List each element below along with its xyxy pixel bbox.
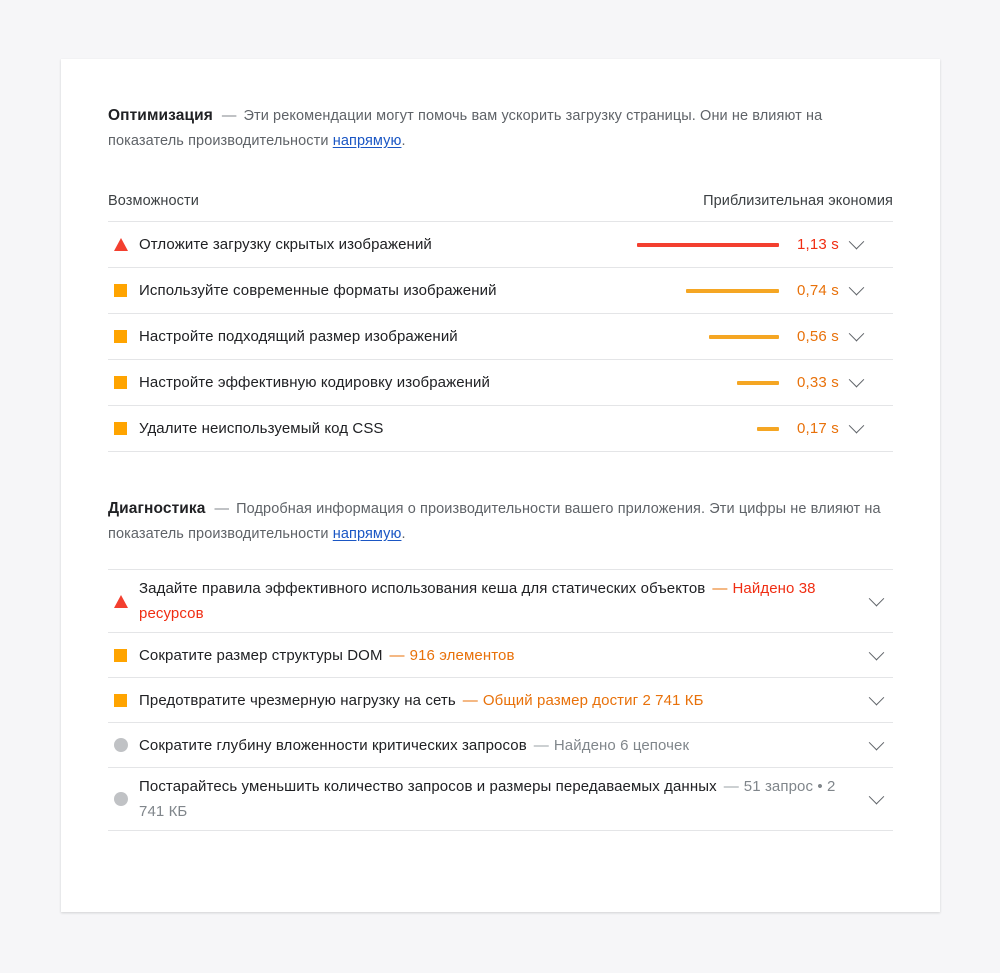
savings-bar xyxy=(637,243,779,247)
severity-square-icon xyxy=(114,649,127,662)
diagnostic-title: Предотвратите чрезмерную нагрузку на сеть xyxy=(139,691,456,709)
chevron-down-icon xyxy=(868,734,884,750)
diagnostic-value: 916 элементов xyxy=(409,646,515,664)
expand-toggle[interactable] xyxy=(859,650,893,661)
savings-value: 1,13 s xyxy=(796,236,839,253)
diagnostics-dash: — xyxy=(214,501,230,517)
expand-toggle[interactable] xyxy=(839,423,873,434)
diagnostic-title-cell xyxy=(139,774,859,824)
opportunity-title: Отложите загрузку скрытых изображений xyxy=(139,235,432,253)
diagnostics-description-part1: Подробная информация о производительности вашего приложения. Эти цифры не влияют на показатель производительности xyxy=(108,501,881,542)
savings-bar xyxy=(686,289,779,293)
diagnostic-row[interactable] xyxy=(108,768,893,831)
severity-square-icon xyxy=(114,330,127,343)
chevron-down-icon xyxy=(848,418,864,434)
column-header-savings: Приблизительная экономия xyxy=(703,193,893,209)
opportunities-table-header xyxy=(108,193,893,221)
severity-square-icon xyxy=(114,694,127,707)
expand-toggle[interactable] xyxy=(839,377,873,388)
expand-toggle[interactable] xyxy=(859,596,893,607)
chevron-down-icon xyxy=(848,234,864,250)
opportunities-list xyxy=(108,221,893,452)
diagnostic-row[interactable] xyxy=(108,633,893,678)
diagnostic-value: 51 запрос • 2 741 КБ xyxy=(139,778,836,820)
severity-triangle-icon xyxy=(114,238,128,251)
chevron-down-icon xyxy=(868,689,884,705)
severity-square-icon xyxy=(114,376,127,389)
savings-cell xyxy=(609,236,839,253)
severity-triangle-icon xyxy=(114,595,128,608)
opportunity-title: Удалите неиспользуемый код CSS xyxy=(139,419,384,437)
diagnostic-title: Задайте правила эффективного использования кеша для статических объектов xyxy=(139,580,706,597)
savings-cell xyxy=(609,282,839,299)
severity-icon-cell xyxy=(108,694,139,707)
savings-bar-track xyxy=(634,335,779,339)
expand-toggle[interactable] xyxy=(839,285,873,296)
savings-cell xyxy=(609,374,839,391)
savings-cell xyxy=(609,328,839,345)
severity-icon-cell xyxy=(108,595,139,608)
opportunities-link[interactable]: напрямую xyxy=(332,133,402,149)
chevron-down-icon xyxy=(848,372,864,388)
diagnostic-dash: — xyxy=(389,646,405,664)
diagnostic-dash: — xyxy=(462,691,478,709)
expand-toggle[interactable] xyxy=(839,239,873,250)
savings-value: 0,56 s xyxy=(796,328,839,345)
diagnostics-title: Диагностика xyxy=(108,500,206,517)
opportunity-row[interactable] xyxy=(108,360,893,406)
opportunity-row[interactable] xyxy=(108,314,893,360)
severity-icon-cell xyxy=(108,238,139,251)
opportunities-title: Оптимизация xyxy=(108,107,213,124)
diagnostic-title: Сократите размер структуры DOM xyxy=(139,646,383,664)
diagnostics-intro xyxy=(108,496,893,547)
severity-icon-cell xyxy=(108,649,139,662)
chevron-down-icon xyxy=(848,326,864,342)
diagnostic-dash: — xyxy=(712,580,728,597)
diagnostic-value: Общий размер достиг 2 741 КБ xyxy=(482,691,704,709)
diagnostic-dash: — xyxy=(533,736,549,754)
severity-square-icon xyxy=(114,284,127,297)
opportunities-description-part1: Эти рекомендации могут помочь вам ускорить загрузку страницы. Они не влияют на показатель производительности xyxy=(108,108,823,149)
report-card xyxy=(61,59,940,912)
opportunities-description-part2: . xyxy=(401,133,406,149)
opportunity-title: Настройте эффективную кодировку изображений xyxy=(139,373,490,391)
severity-icon-cell xyxy=(108,284,139,297)
diagnostic-dash: — xyxy=(723,778,739,795)
diagnostic-title: Постарайтесь уменьшить количество запросов и размеры передаваемых данных xyxy=(139,778,717,795)
diagnostic-row[interactable] xyxy=(108,570,893,633)
diagnostics-list xyxy=(108,569,893,831)
savings-bar xyxy=(737,381,779,385)
diagnostic-title-cell xyxy=(139,688,859,713)
chevron-down-icon xyxy=(868,590,884,606)
savings-bar-track xyxy=(634,427,779,431)
severity-circle-icon xyxy=(114,792,128,806)
diagnostic-value: Найдено 38 ресурсов xyxy=(139,580,816,622)
opportunity-row[interactable] xyxy=(108,222,893,268)
severity-icon-cell xyxy=(108,422,139,435)
chevron-down-icon xyxy=(868,788,884,804)
savings-bar-track xyxy=(634,289,779,293)
severity-circle-icon xyxy=(114,738,128,752)
severity-icon-cell xyxy=(108,792,139,806)
savings-value: 0,74 s xyxy=(796,282,839,299)
chevron-down-icon xyxy=(848,280,864,296)
opportunity-row[interactable] xyxy=(108,406,893,452)
savings-value: 0,17 s xyxy=(796,420,839,437)
diagnostic-row[interactable] xyxy=(108,723,893,768)
opportunities-intro xyxy=(108,103,893,154)
opportunity-title: Используйте современные форматы изображений xyxy=(139,281,497,299)
severity-icon-cell xyxy=(108,738,139,752)
diagnostics-description-part2: . xyxy=(401,526,406,542)
diagnostic-value: Найдено 6 цепочек xyxy=(553,736,690,754)
severity-square-icon xyxy=(114,422,127,435)
opportunity-title: Настройте подходящий размер изображений xyxy=(139,327,458,345)
opportunities-dash: — xyxy=(221,108,237,124)
expand-toggle[interactable] xyxy=(839,331,873,342)
expand-toggle[interactable] xyxy=(859,740,893,751)
savings-bar-track xyxy=(634,243,779,247)
severity-icon-cell xyxy=(108,330,139,343)
savings-bar xyxy=(709,335,779,339)
diagnostic-row[interactable] xyxy=(108,678,893,723)
savings-bar xyxy=(757,427,779,431)
diagnostics-link[interactable]: напрямую xyxy=(332,526,402,542)
chevron-down-icon xyxy=(868,644,884,660)
diagnostic-title: Сократите глубину вложенности критических запросов xyxy=(139,736,527,754)
diagnostic-title-cell xyxy=(139,733,859,758)
expand-toggle[interactable] xyxy=(859,794,893,805)
diagnostic-title-cell xyxy=(139,643,859,668)
savings-bar-track xyxy=(634,381,779,385)
severity-icon-cell xyxy=(108,376,139,389)
expand-toggle[interactable] xyxy=(859,695,893,706)
column-header-opportunities: Возможности xyxy=(108,193,199,209)
savings-value: 0,33 s xyxy=(796,374,839,391)
savings-cell xyxy=(609,420,839,437)
diagnostic-title-cell xyxy=(139,576,859,626)
opportunity-row[interactable] xyxy=(108,268,893,314)
